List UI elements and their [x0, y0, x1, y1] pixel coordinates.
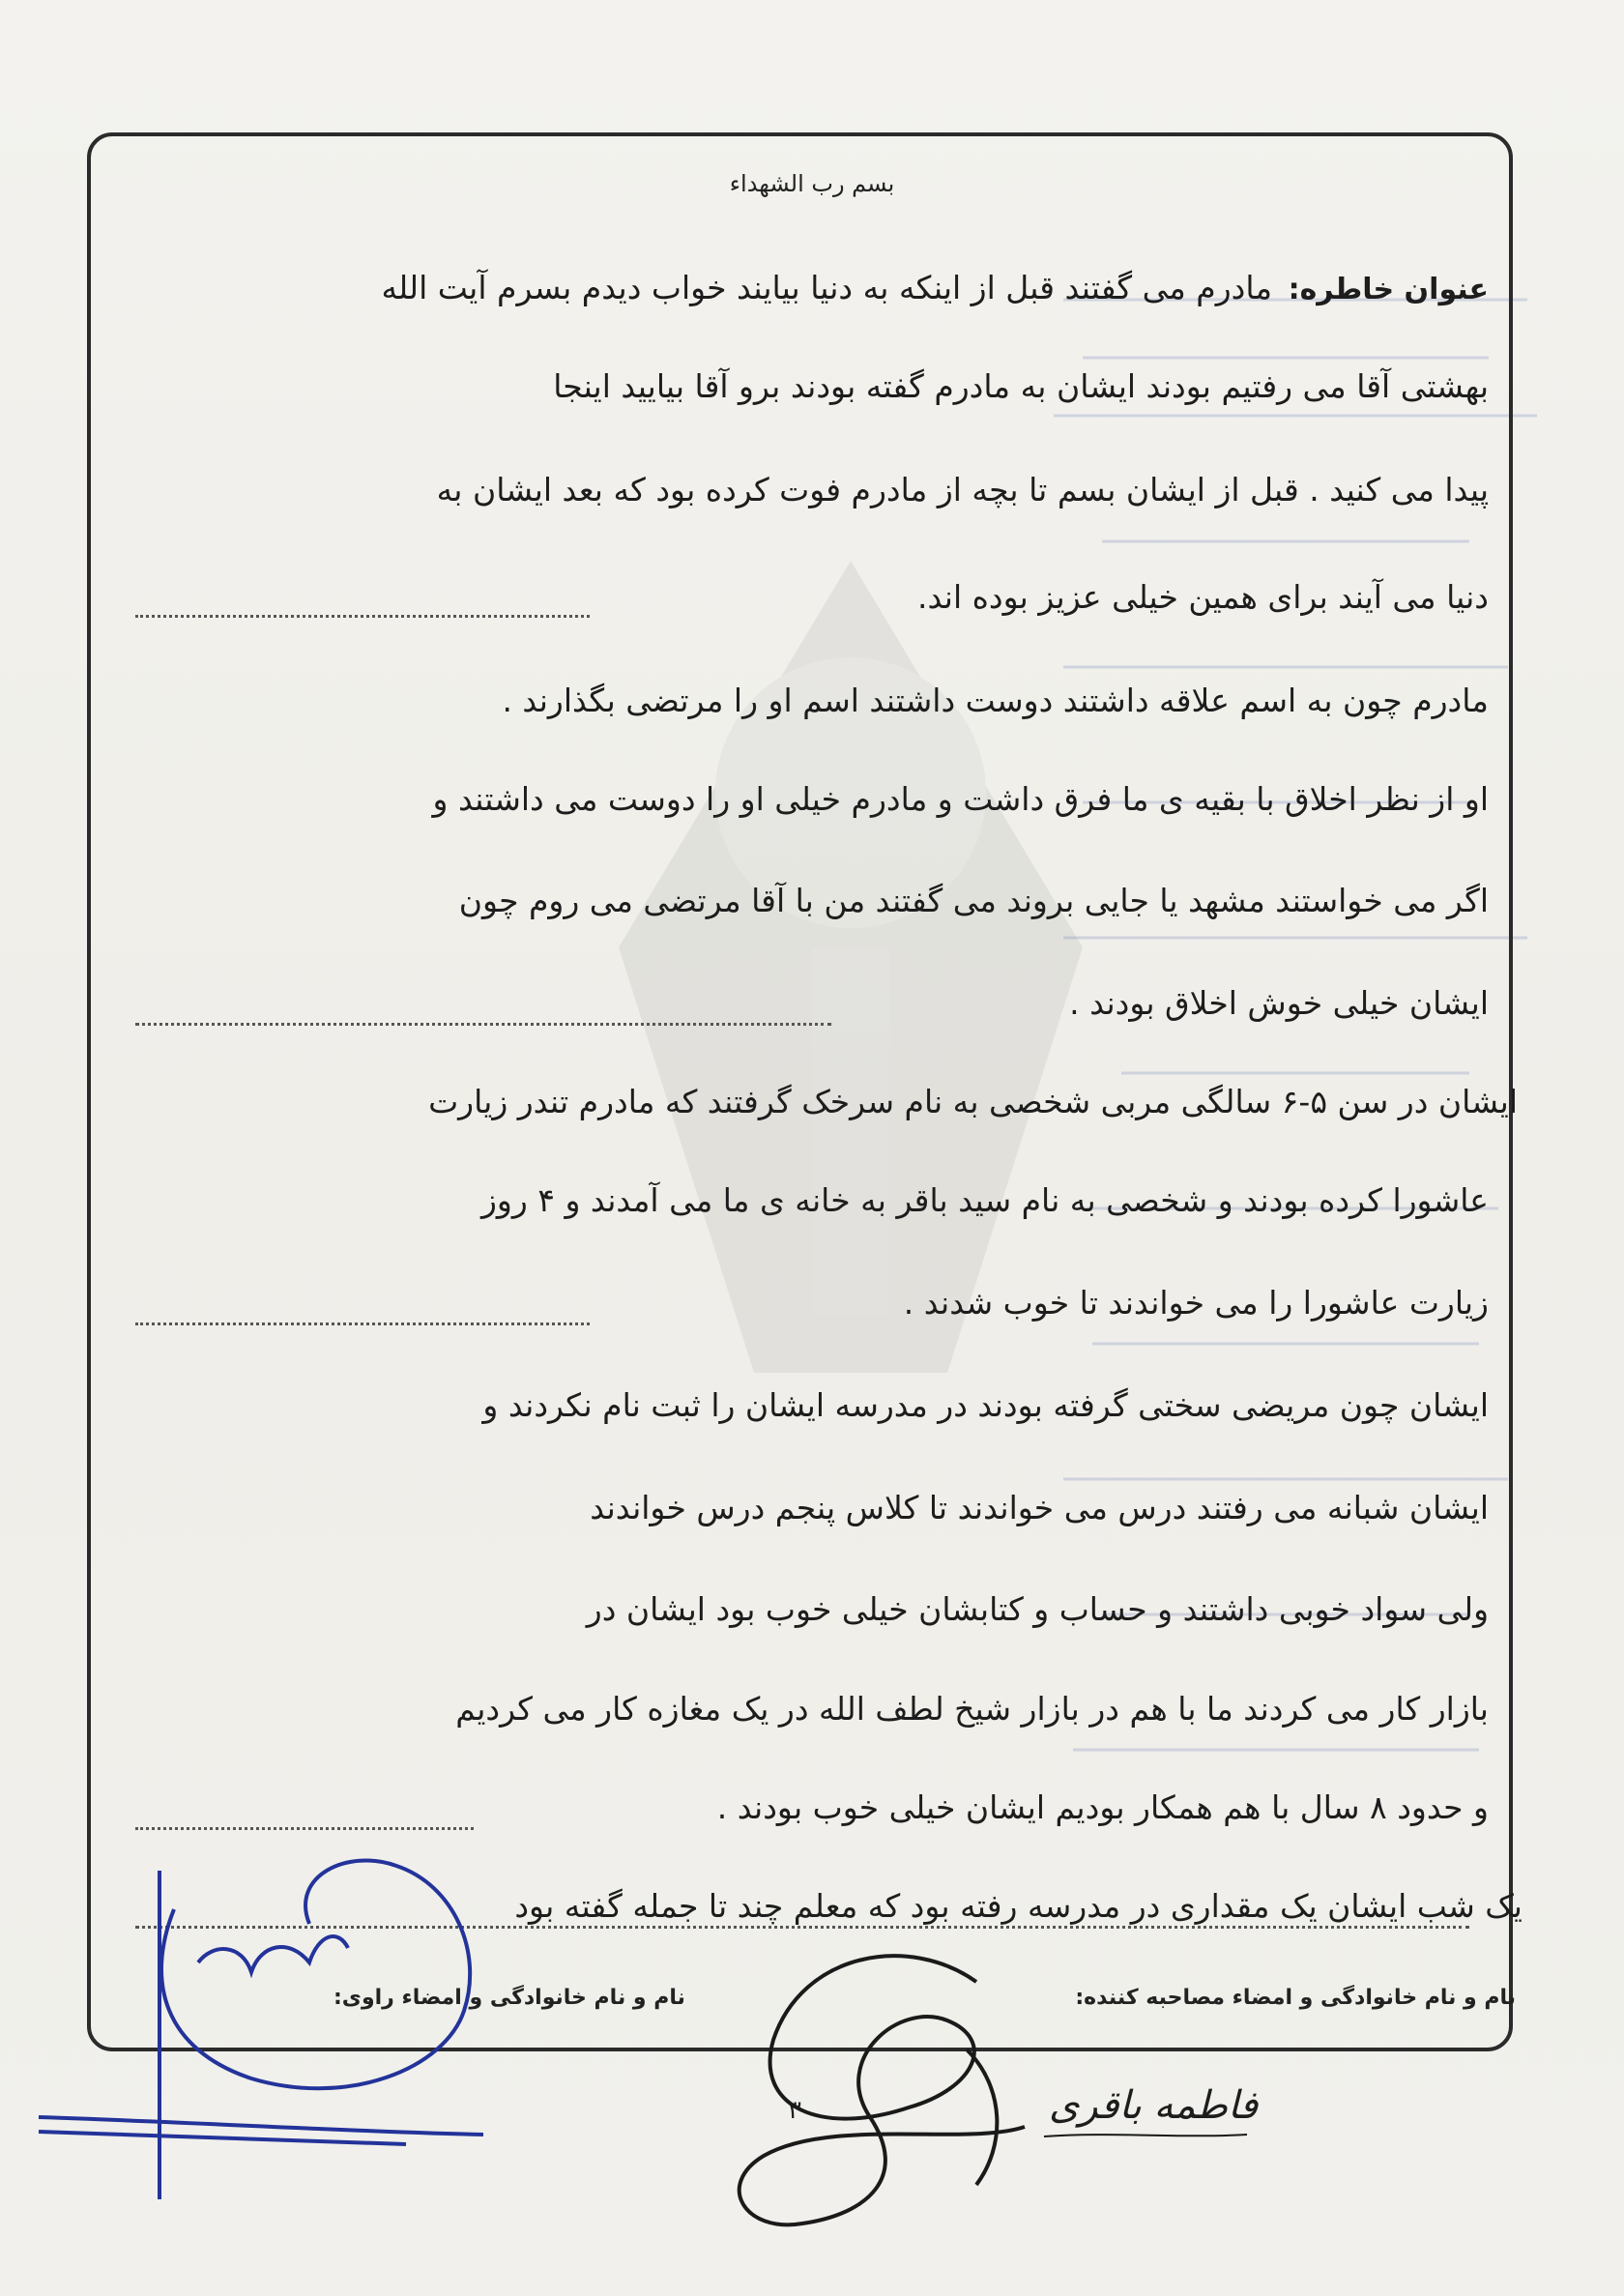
memory-line-9: ایشان در سن ۵-۶ سالگی مربی شخصی به نام سرخک گرفتند که مادرم تندر زیارت: [428, 1083, 1518, 1120]
memory-line-4: دنیا می آیند برای همین خیلی عزیز بوده اند.: [916, 578, 1489, 616]
page-number: ۳: [788, 2096, 801, 2125]
narrator-signature-label: نام و نام خانوادگی و امضاء راوی:: [334, 1986, 685, 2010]
memory-line-12: ایشان چون مریضی سختی گرفته بودند در مدرسه ایشان را ثبت نام نکردند و: [482, 1386, 1489, 1424]
memory-line-2: بهشتی آقا می رفتیم بودند ایشان به مادرم گفته بودند برو آقا بیایید اینجا: [553, 367, 1489, 405]
memory-line-13: ایشان شبانه می رفتند درس می خواندند تا کلاس پنجم درس خواندند: [590, 1489, 1489, 1526]
memory-label: عنوان خاطره:: [1288, 273, 1489, 306]
memory-line-5: مادرم چون به اسم علاقه داشتند دوست داشتند اسم او را مرتضی بگذارند .: [502, 682, 1489, 719]
memory-line-11: زیارت عاشورا را می خواندند تا خوب شدند .: [903, 1284, 1489, 1322]
dotted-fill-line: [135, 1827, 474, 1830]
page-title: بسم رب الشهداء: [729, 170, 895, 197]
memory-line-10: عاشورا کرده بودند و شخصی به نام سید باقر به خانه ی ما می آمدند و ۴ روز: [480, 1181, 1489, 1219]
memory-line-14: ولی سواد خوبی داشتند و حساب و کتابشان خیلی خوب بود ایشان در: [586, 1590, 1489, 1628]
memory-line-8: ایشان خیلی خوش اخلاق بودند .: [1069, 984, 1489, 1022]
dotted-fill-line: [135, 1322, 590, 1325]
memory-line-7: اگر می خواستند مشهد یا جایی بروند می گفتند من با آقا مرتضی می روم چون: [458, 882, 1489, 919]
handwritten-name: فاطمه باقری: [1049, 2083, 1259, 2128]
memory-line-6: او از نظر اخلاق با بقیه ی ما فرق داشت و مادرم خیلی او را دوست می داشتند و: [432, 780, 1489, 818]
memory-line-3: پیدا می کنید . قبل از ایشان بسم تا بچه از مادرم فوت کرده بود که بعد ایشان به: [436, 471, 1489, 509]
dotted-fill-line: [135, 1926, 1469, 1929]
memory-line-17: یک شب ایشان یک مقداری در مدرسه رفته بود که معلم چند تا جمله گفته بود: [514, 1887, 1522, 1925]
memory-line-16: و حدود ۸ سال با هم همکار بودیم ایشان خیلی خوب بودند .: [716, 1788, 1489, 1826]
interviewer-signature-label: نام و نام خانوادگی و امضاء مصاحبه کننده:: [1075, 1986, 1516, 2010]
memory-line-1: عنوان خاطره: مادرم می گفتند قبل از اینکه به دنیا بیایند خواب دیدم بسرم آیت الله: [381, 269, 1489, 306]
dotted-fill-line: [135, 1023, 831, 1026]
memory-line-15: بازار کار می کردند ما با هم در بازار شیخ لطف الله در یک مغازه کار می کردیم: [455, 1690, 1489, 1728]
dotted-fill-line: [135, 615, 590, 618]
